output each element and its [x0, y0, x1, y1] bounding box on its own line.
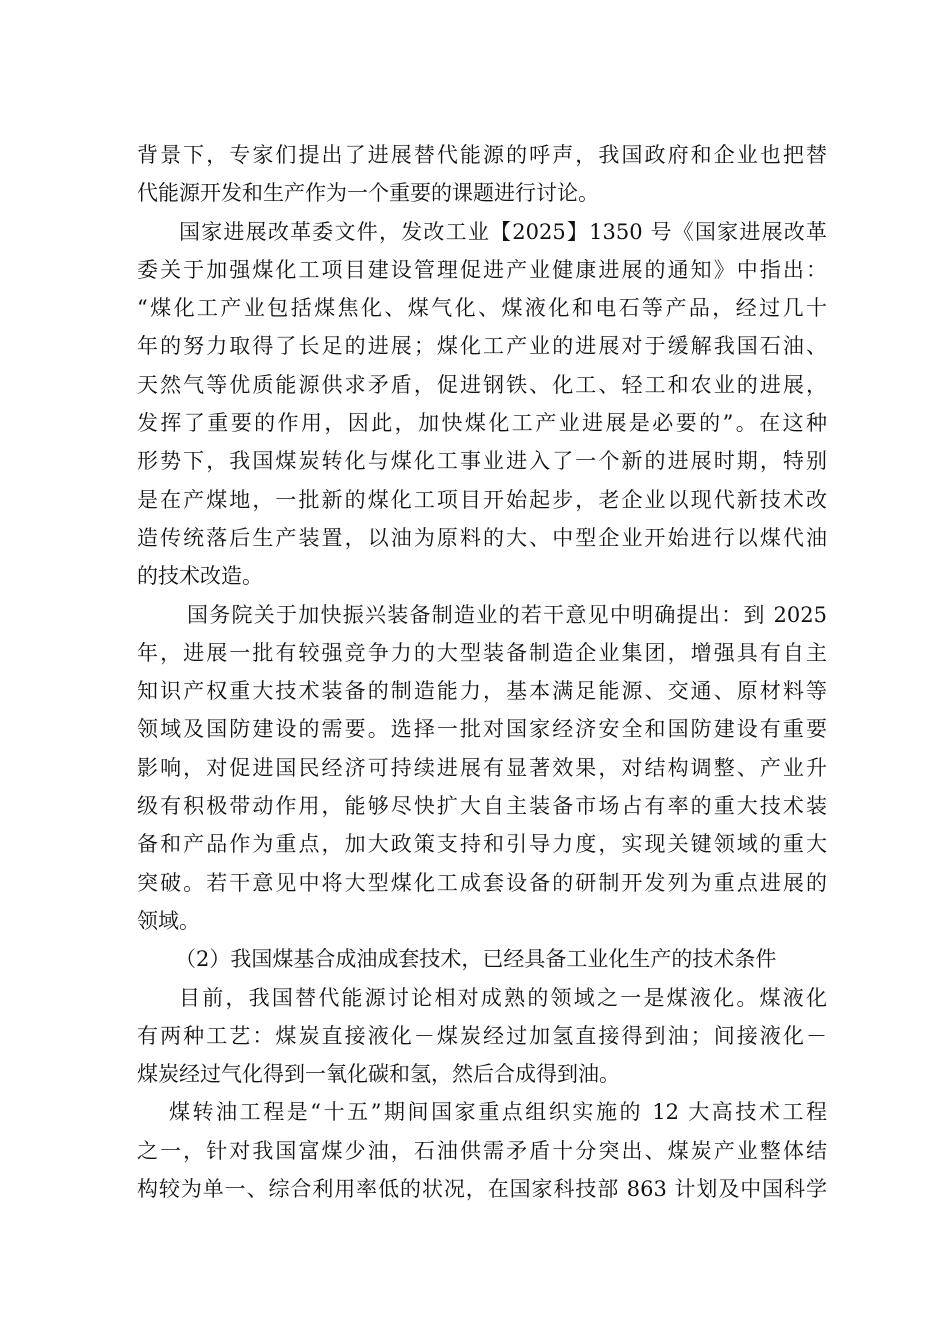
text-line: 年，进展一批有较强竞争力的大型装备制造企业集团，增强具有自主: [137, 640, 827, 665]
text-line: 年的努力取得了长足的进展；煤化工产业的进展对于缓解我国石油、: [137, 334, 827, 359]
text-line: 之一，针对我国富煤少油，石油供需矛盾十分突出、煤炭产业整体结: [137, 1138, 827, 1163]
text-line: 的技术改造。: [137, 564, 263, 589]
text-line: 目前，我国替代能源讨论相对成熟的领域之一是煤液化。煤液化: [179, 985, 827, 1010]
section-heading: [137, 940, 827, 978]
text-line: 煤炭经过气化得到一氧化碳和氢，然后合成得到油。: [137, 1062, 620, 1087]
document-body: [137, 136, 827, 1208]
text-line: 造传统落后生产装置，以油为原料的大、中型企业开始进行以煤代油: [137, 525, 827, 550]
paragraph: [137, 979, 827, 1094]
text-line: 影响，对促进国民经济可持续进展有显著效果，对结构调整、产业升: [137, 755, 827, 780]
text-line: 是在产煤地，一批新的煤化工项目开始起步，老企业以现代新技术改: [137, 487, 827, 512]
text-line: 国务院关于加快振兴装备制造业的若干意见中明确提出：到 2025: [187, 602, 827, 627]
text-line: 形势下，我国煤炭转化与煤化工事业进入了一个新的进展时期，特别: [137, 449, 827, 474]
text-line: 背景下，专家们提出了进展替代能源的呼声，我国政府和企业也把替: [137, 143, 827, 167]
paragraph: [137, 596, 827, 941]
text-line: “煤化工产业包括煤焦化、煤气化、煤液化和电石等产品，经过几十: [137, 296, 827, 321]
text-line: 级有积极带动作用，能够尽快扩大自主装备市场占有率的重大技术装: [137, 794, 827, 819]
text-line: 天然气等优质能源供求矛盾，促进钢铁、化工、轻工和农业的进展，: [137, 372, 827, 397]
text-line: 代能源开发和生产作为一个重要的课题进行讨论。: [137, 181, 599, 206]
text-line: 突破。若干意见中将大型煤化工成套设备的研制开发列为重点进展的: [137, 870, 827, 895]
text-line: 发挥了重要的作用，因此，加快煤化工产业进展是必要的”。在这种: [137, 411, 827, 436]
text-line: 国家进展改革委文件，发改工业【2025】1350 号《国家进展改革: [179, 219, 827, 244]
paragraph: [137, 136, 827, 213]
text-line: 领域。: [137, 908, 200, 933]
text-line: 有两种工艺：煤炭直接液化－煤炭经过加氢直接得到油；间接液化－: [137, 1023, 827, 1048]
text-line: （2）我国煤基合成油成套技术，已经具备工业化生产的技术条件: [175, 947, 777, 972]
paragraph: [137, 1093, 827, 1208]
text-line: 备和产品作为重点，加大政策支持和引导力度，实现关键领域的重大: [137, 832, 827, 857]
text-line: 委关于加强煤化工项目建设管理促进产业健康进展的通知》中指出：: [137, 257, 827, 282]
text-line: 知识产权重大技术装备的制造能力，基本满足能源、交通、原材料等: [137, 679, 827, 704]
text-line: 煤转油工程是“十五”期间国家重点组织实施的 12 大高技术工程: [169, 1100, 827, 1125]
text-line: 领域及国防建设的需要。选择一批对国家经济安全和国防建设有重要: [137, 717, 827, 742]
paragraph: [137, 213, 827, 596]
text-line: 构较为单一、综合利用率低的状况，在国家科技部 863 计划及中国科学: [137, 1177, 827, 1202]
